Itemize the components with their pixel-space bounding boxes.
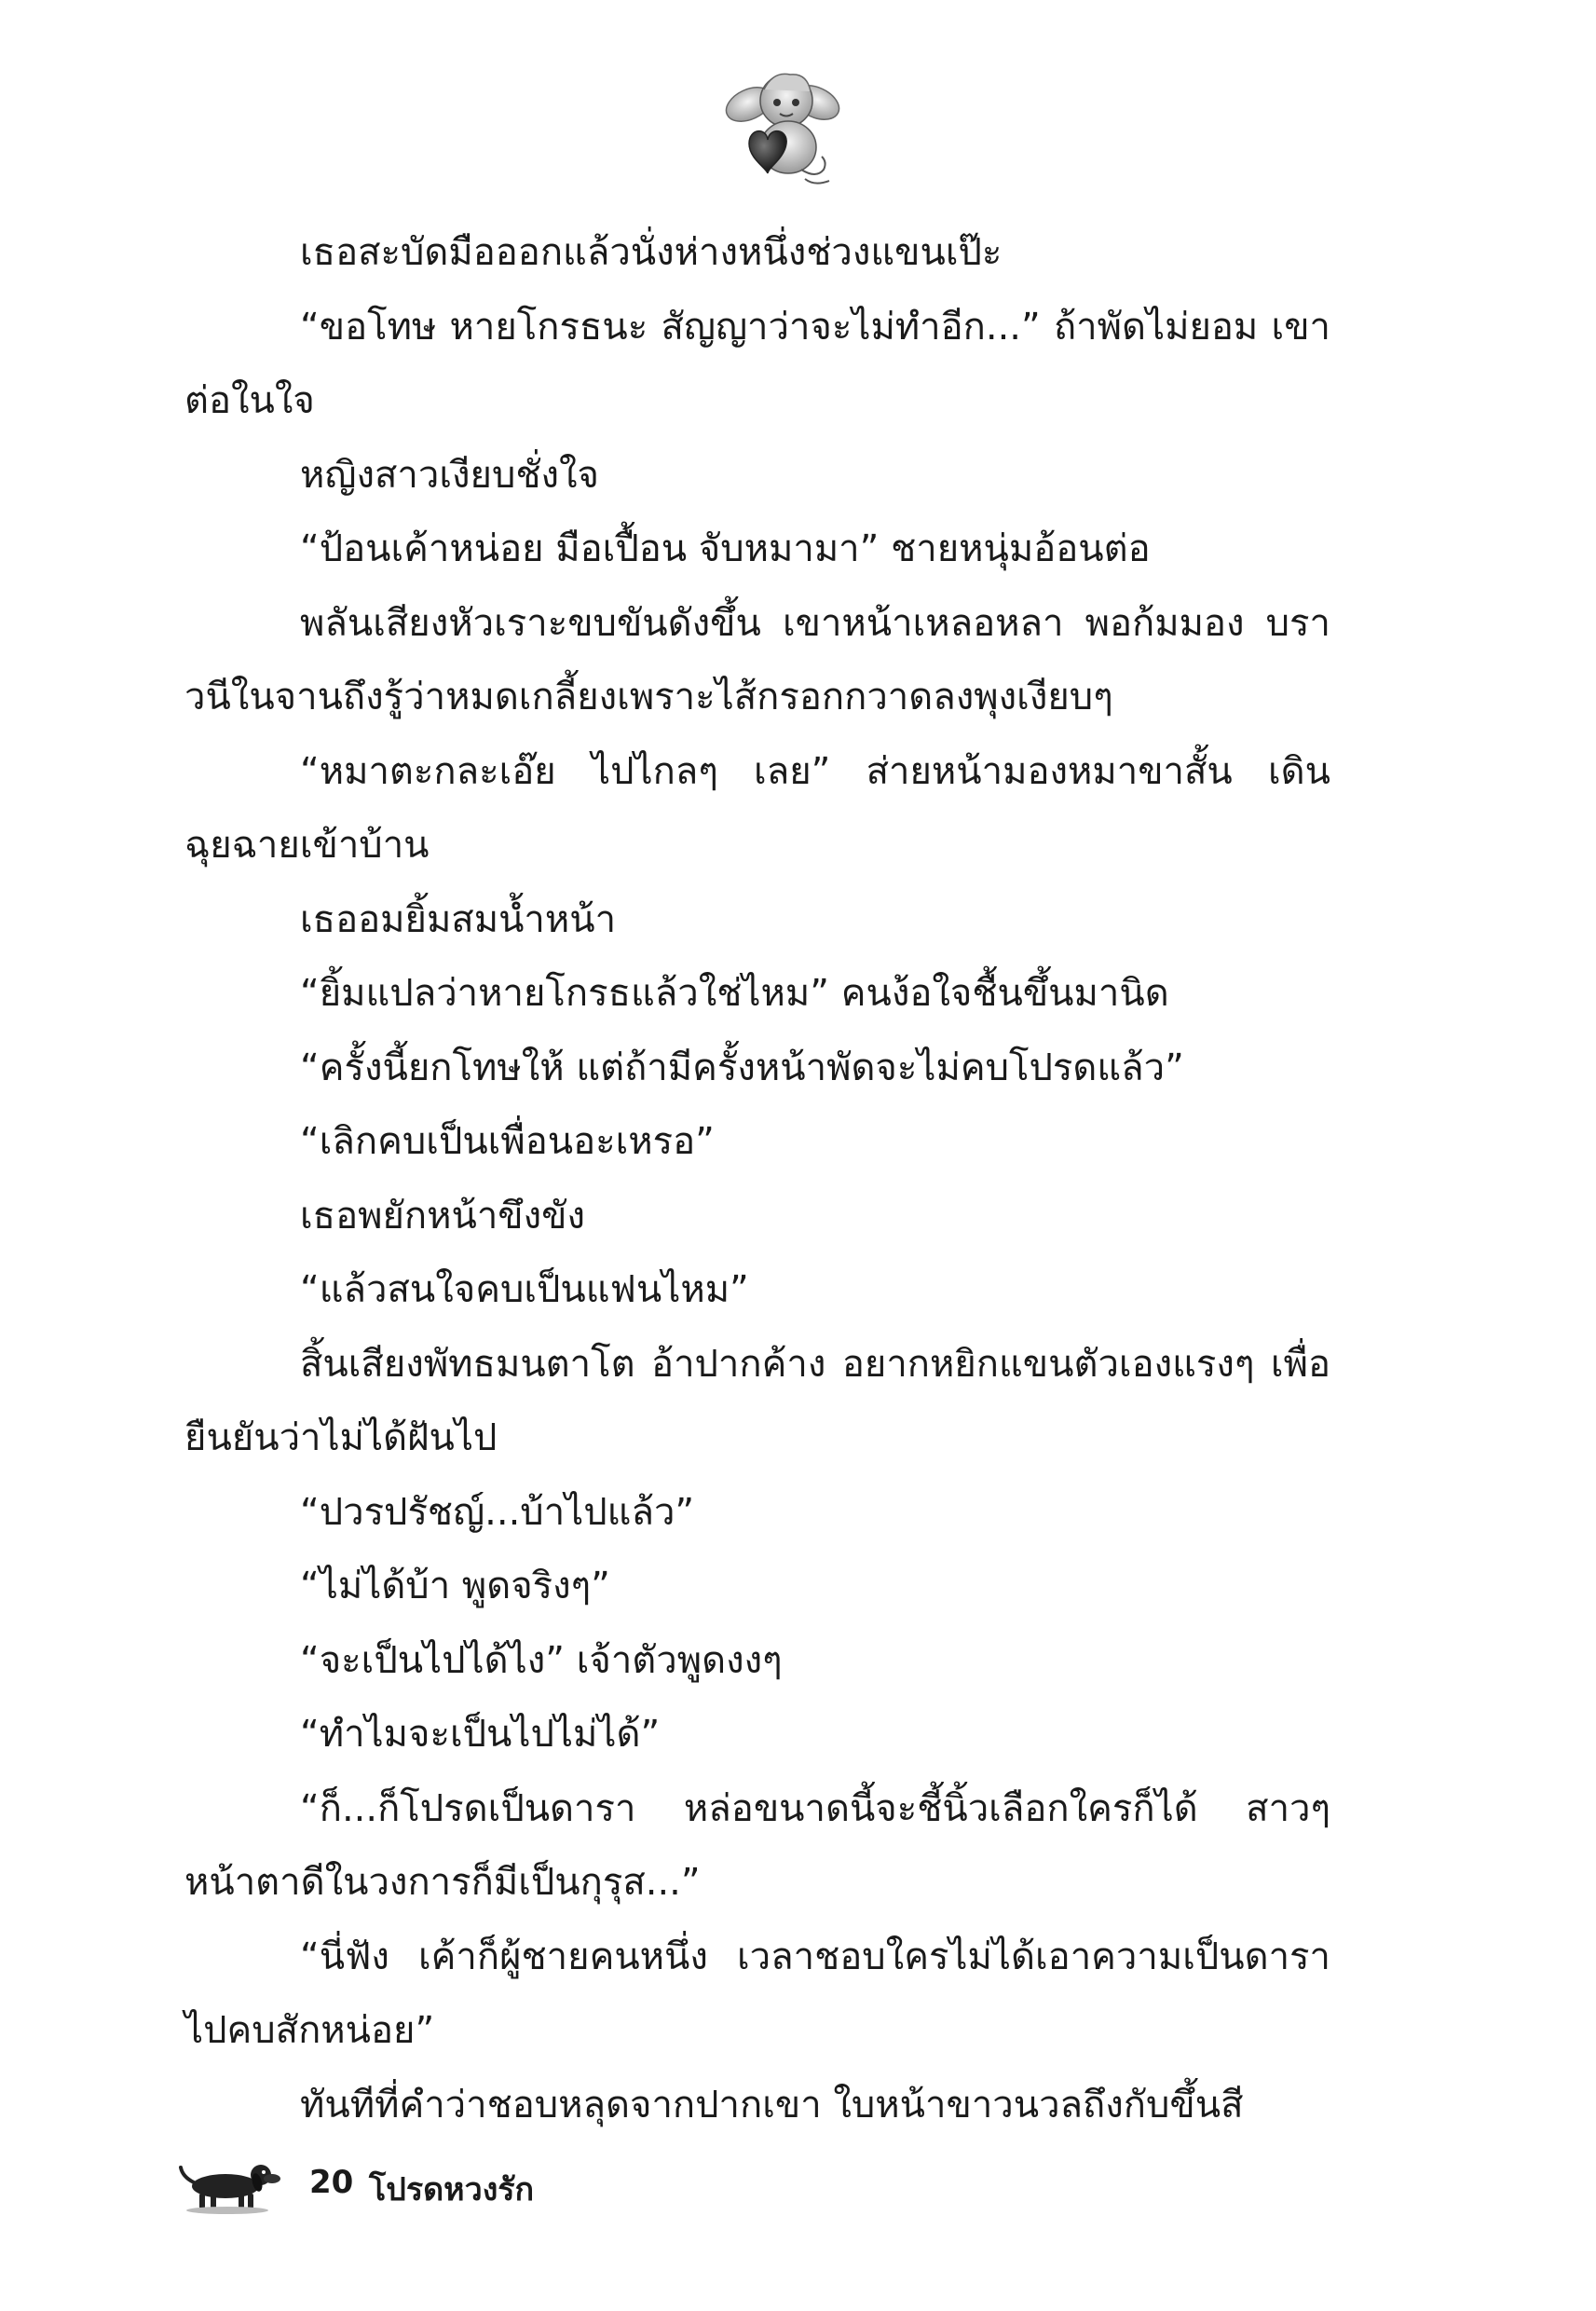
paragraph: “ป้อนเค้าหน่อย มือเปื้อน จับหมามา” ชายหนุ่มอ้อนต่อ [300, 527, 1151, 570]
paragraph: “ยิ้มแปลว่าหายโกรธแล้วใช่ไหม” คนง้อใจชื้นขึ้นมานิด [300, 972, 1169, 1015]
paragraph: เธอสะบัดมือออกแล้วนั่งห่างหนึ่งช่วงแขนเป๊ะ [300, 231, 1003, 274]
book-title: โปรดหวงรัก [369, 2171, 535, 2208]
paragraph: สิ้นเสียงพัทธมนตาโต อ้าปากค้าง อยากหยิกแขนตัวเองแรงๆ เพื่อยืนยันว่าไม่ได้ฝันไป [184, 1342, 1330, 1459]
paragraph: พลันเสียงหัวเราะขบขันดังขึ้น เขาหน้าเหลอหลา พอก้มมอง บราวนีในจานถึงรู้ว่าหมดเกลี้ยงเพราะไส้กรอกกวาดลงพุงเงียบๆ [184, 601, 1330, 718]
paragraph: เธอพยักหน้าขึงขัง [300, 1194, 586, 1238]
paragraph: “หมาตะกละเอ๊ย ไปไกลๆ เลย” ส่ายหน้ามองหมาขาสั้น เดินฉุยฉายเข้าบ้าน [184, 749, 1330, 867]
paragraph: “ไม่ได้บ้า พูดจริงๆ” [300, 1565, 610, 1607]
paragraph: “ครั้งนี้ยกโทษให้ แต่ถ้ามีครั้งหน้าพัดจะไม่คบโปรดแล้ว” [300, 1046, 1184, 1089]
paragraph: “จะเป็นไปได้ไง” เจ้าตัวพูดงงๆ [300, 1638, 783, 1682]
cupid-with-heart-icon [712, 67, 853, 190]
page-footer [177, 2143, 829, 2218]
paragraph: ทันทีที่คำว่าชอบหลุดจากปากเขา ใบหน้าขาวนวลถึงกับขึ้นสี [300, 2083, 1244, 2126]
paragraph: เธออมยิ้มสมน้ำหน้า [300, 897, 617, 941]
paragraph: “ปวรปรัชญ์...บ้าไปแล้ว” [300, 1490, 695, 1534]
paragraph: “ทำไมจะเป็นไปไม่ได้” [300, 1713, 661, 1756]
paragraph: “เลิกคบเป็นเพื่อนอะเหรอ” [300, 1120, 715, 1163]
paragraph: “ก็...ก็โปรดเป็นดารา หล่อขนาดนี้จะชี้นิ้วเลือกใครก็ได้ สาวๆ หน้าตาดีในวงการก็มีเป็นกุรุส...” [184, 1786, 1330, 1904]
dachshund-icon [177, 2143, 281, 2218]
story-text [184, 216, 1330, 2142]
paragraph: “นี่ฟัง เค้าก็ผู้ชายคนหนึ่ง เวลาชอบใครไม่ได้เอาความเป็นดารา ไปคบสักหน่อย” [184, 1935, 1330, 2052]
paragraph: “ขอโทษ หายโกรธนะ สัญญาว่าจะไม่ทำอีก...” ถ้าพัดไม่ยอม เขาต่อในใจ [184, 305, 1330, 422]
paragraph: “แล้วสนใจคบเป็นแฟนไหม” [300, 1268, 749, 1311]
page-number: 20 [309, 2164, 354, 2201]
paragraph: หญิงสาวเงียบชั่งใจ [300, 453, 599, 497]
